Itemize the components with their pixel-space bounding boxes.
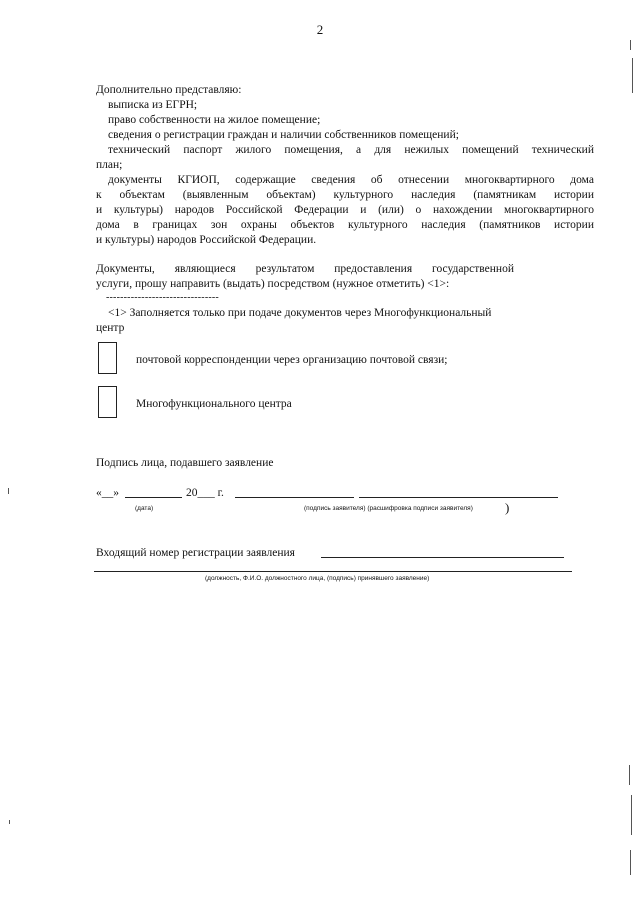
checkbox-mfc[interactable] bbox=[98, 386, 117, 418]
page-number: 2 bbox=[316, 22, 324, 37]
footnote-text-cont: центр bbox=[96, 322, 125, 334]
signature-decode-line[interactable] bbox=[359, 485, 558, 498]
scan-mark bbox=[630, 850, 631, 875]
signature-caption: (подпись заявителя) (расшифровка подписи заявителя) bbox=[304, 505, 473, 512]
list-item: право собственности на жилое помещение; bbox=[108, 114, 321, 126]
footnote-separator: -------------------------------- bbox=[106, 292, 219, 303]
scan-mark bbox=[632, 58, 633, 93]
list-item: и культуры) народов Российской Федерации. bbox=[96, 234, 317, 246]
scan-mark bbox=[631, 795, 632, 835]
scan-mark bbox=[9, 820, 10, 824]
official-line[interactable] bbox=[94, 571, 572, 572]
signature-heading: Подпись лица, подавшего заявление bbox=[96, 457, 274, 469]
scan-mark bbox=[630, 40, 631, 50]
delivery-text-1: Документы, являющиеся результатом предоставления государственной bbox=[96, 263, 514, 275]
date-open: «__» bbox=[96, 487, 119, 499]
date-caption: (дата) bbox=[135, 505, 154, 512]
list-item: к объектам (выявленным объектам) культурного наследия (памятникам истории bbox=[96, 189, 594, 201]
date-month-line[interactable] bbox=[125, 485, 182, 498]
additional-heading: Дополнительно представляю: bbox=[96, 84, 242, 96]
list-item: выписка из ЕГРН; bbox=[108, 99, 198, 111]
list-item: план; bbox=[96, 159, 123, 171]
signature-caption-paren: ) bbox=[505, 500, 510, 515]
signature-line[interactable] bbox=[235, 485, 354, 498]
list-item: сведения о регистрации граждан и наличии собственников помещений; bbox=[108, 129, 459, 141]
list-item: и культуры) народов Российской Федерации и (или) о нахождении многоквартирного bbox=[96, 204, 594, 216]
date-year: 20___ г. bbox=[186, 487, 224, 499]
option-mfc-label: Многофункционального центра bbox=[136, 398, 292, 410]
scan-mark bbox=[8, 488, 9, 494]
list-item: документы КГИОП, содержащие сведения об отнесении многоквартирного дома bbox=[108, 174, 594, 186]
list-item: дома в границах зон охраны объектов культурного наследия (памятников истории bbox=[96, 219, 594, 231]
footnote-text: <1> Заполняется только при подаче документов через Многофункциональный bbox=[108, 307, 492, 319]
registration-label: Входящий номер регистрации заявления bbox=[96, 547, 295, 559]
official-caption: (должность, Ф.И.О. должностного лица, (подпись) принявшего заявление) bbox=[205, 575, 430, 582]
list-item: технический паспорт жилого помещения, а для нежилых помещений технический bbox=[108, 144, 594, 156]
registration-number-line[interactable] bbox=[321, 545, 564, 558]
scan-mark bbox=[629, 765, 630, 785]
delivery-text-2: услуги, прошу направить (выдать) посредством (нужное отметить) <1>: bbox=[96, 278, 450, 290]
checkbox-post[interactable] bbox=[98, 342, 117, 374]
option-post-label: почтовой корреспонденции через организацию почтовой связи; bbox=[136, 354, 448, 366]
